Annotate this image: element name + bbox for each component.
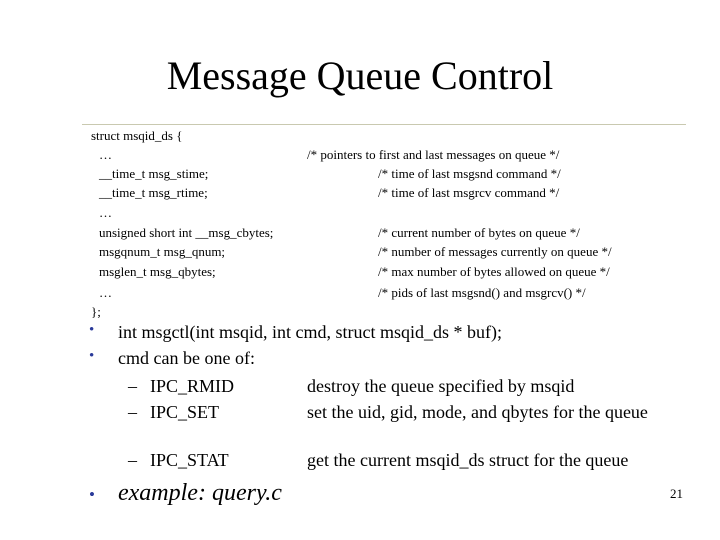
code-line-3: __time_t msg_rtime; [99,185,208,200]
page-number: 21 [670,486,683,501]
code-line-4: … [99,205,112,220]
cmd-ipc-stat-desc: get the current msqid_ds struct for the queue [307,450,629,470]
cmd-ipc-rmid: IPC_RMID [150,376,235,396]
code-line-8: … [99,285,112,300]
bullet-marker-3: • [89,485,95,504]
struct-close-line: }; [91,304,101,319]
cmd-ipc-set: IPC_SET [150,402,220,422]
code-line-6: msgqnum_t msg_qnum; [99,244,226,259]
example-text: example: query.c [118,480,282,506]
bullet-marker-1: • [89,322,95,338]
title-divider [82,124,686,125]
bullet-msgctl: int msgctl(int msqid, int cmd, struct msqid_ds * buf); [118,322,502,342]
code-comment-8: /* pids of last msgsnd() and msgrcv() */ [378,285,586,300]
code-comment-7: /* max number of bytes allowed on queue */ [378,264,610,279]
bullet-marker-2: • [89,348,95,364]
code-comment-6: /* number of messages currently on queue */ [378,244,612,259]
code-comment-5: /* current number of bytes on queue */ [378,225,580,240]
code-line-1: … [99,147,112,162]
sub-dash-1: – [128,376,137,396]
slide-title: Message Queue Control [166,53,554,98]
code-comment-2: /* time of last msgsnd command */ [378,166,561,181]
code-comment-1: /* pointers to first and last messages on queue */ [307,147,560,162]
sub-dash-2: – [128,402,137,422]
sub-dash-3: – [128,450,137,470]
cmd-ipc-stat: IPC_STAT [150,450,229,470]
code-line-5: unsigned short int __msg_cbytes; [99,225,274,240]
code-line-7: msglen_t msg_qbytes; [99,264,216,279]
cmd-ipc-rmid-desc: destroy the queue specified by msqid [307,376,575,396]
code-comment-3: /* time of last msgrcv command */ [378,185,560,200]
code-line-2: __time_t msg_stime; [99,166,209,181]
bullet-cmd: cmd can be one of: [118,348,255,368]
struct-open-line: struct msqid_ds { [91,128,183,143]
cmd-ipc-set-desc: set the uid, gid, mode, and qbytes for the queue [307,402,648,422]
